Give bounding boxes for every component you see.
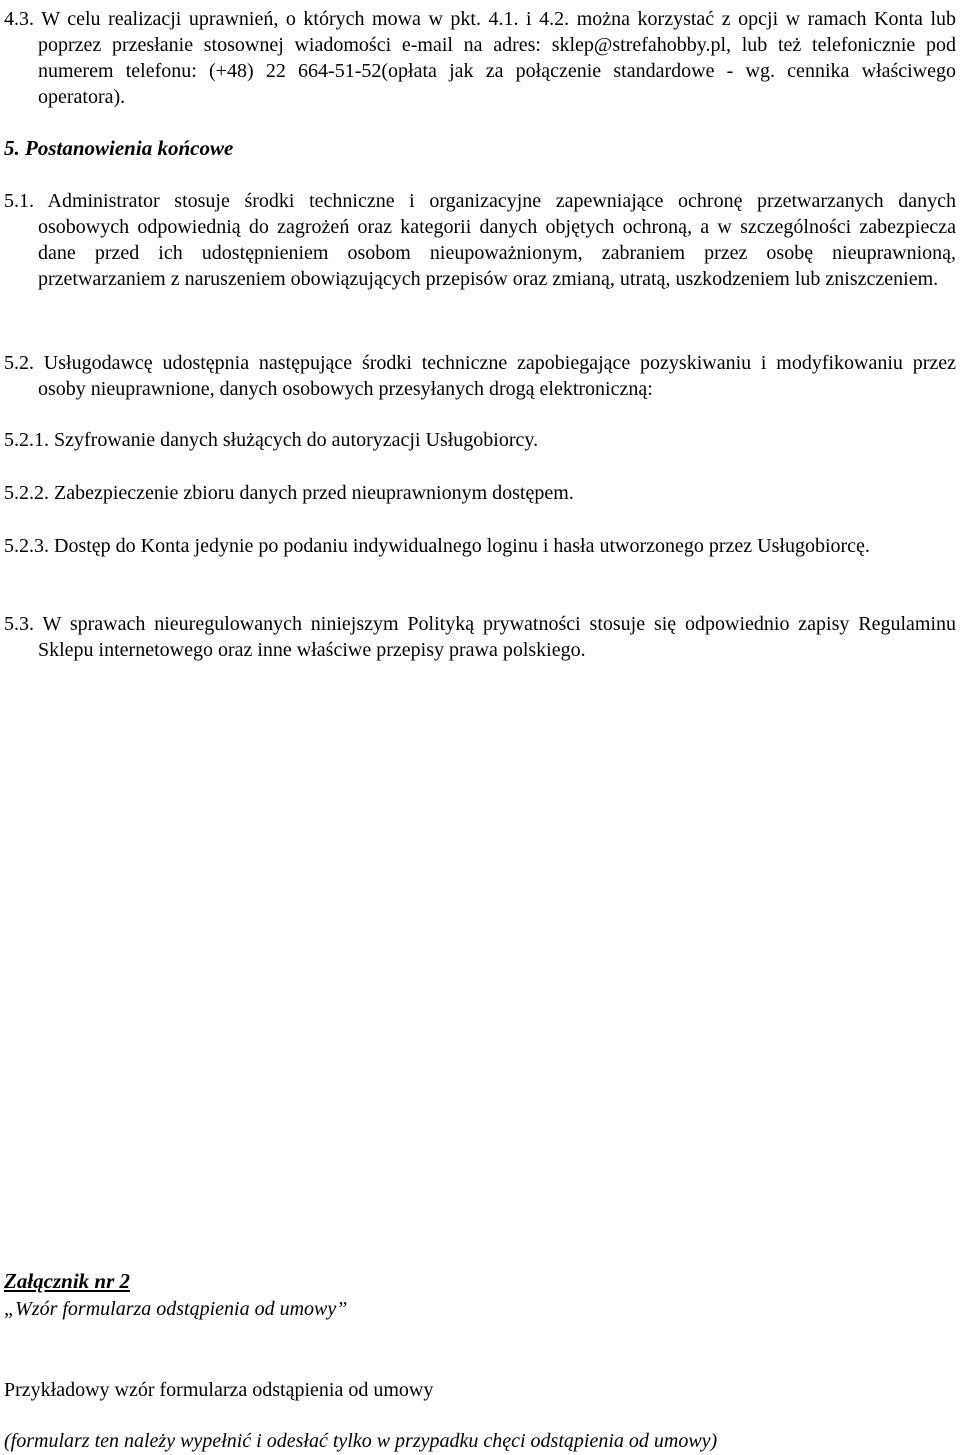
annex-title: Załącznik nr 2 xyxy=(4,1269,131,1293)
paragraph-text: Zabezpieczenie zbioru danych przed nieuprawnionym dostępem. xyxy=(54,482,574,504)
paragraph-5-2 xyxy=(4,350,956,402)
paragraph-number: 4.3. xyxy=(4,8,34,30)
paragraph-text: Dostęp do Konta jedynie po podaniu indywidualnego loginu i hasła utworzonego przez Usługobiorcę. xyxy=(54,535,870,557)
paragraph-5-3 xyxy=(4,611,956,663)
paragraph-text: Szyfrowanie danych służących do autoryzacji Usługobiorcy. xyxy=(54,429,539,451)
paragraph-number: 5.1. xyxy=(4,190,34,212)
annex-subtitle: „Wzór formularza odstąpienia od umowy” xyxy=(4,1298,348,1320)
paragraph-text: W celu realizacji uprawnień, o których mowa w pkt. 4.1. i 4.2. można korzystać z opcji w ramach Konta lub poprzez przesłanie stosownej wiadomości e-mail na adres: sklep@strefahobby.pl, lub też telefonicznie pod numerem telefonu: (+48) 22 664-51-52(opłata jak za połączenie standardowe - wg. cennika właściwego operatora). xyxy=(38,8,957,108)
paragraph-5-2-2 xyxy=(4,480,956,506)
paragraph-4-3 xyxy=(4,6,956,110)
section-heading: 5. Postanowienia końcowe xyxy=(4,136,234,160)
paragraph-5-2-1 xyxy=(4,427,956,453)
paragraph-text: Usługodawcę udostępnia następujące środki techniczne zapobiegające pozyskiwaniu i modyfikowaniu przez osoby nieuprawnione, danych osobowych przesyłanych drogą elektroniczną: xyxy=(38,352,957,400)
paragraph-text: W sprawach nieuregulowanych niniejszym Polityką prywatności stosuje się odpowiednio zapisy Regulaminu Sklepu internetowego oraz inne właściwe przepisy prawa polskiego. xyxy=(38,613,957,661)
paragraph-number: 5.2.1. xyxy=(4,429,49,451)
paragraph-5-1 xyxy=(4,188,956,292)
form-title: Przykładowy wzór formularza odstąpienia od umowy xyxy=(4,1379,434,1401)
paragraph-number: 5.2.2. xyxy=(4,482,49,504)
paragraph-number: 5.2. xyxy=(4,352,34,374)
paragraph-number: 5.2.3. xyxy=(4,535,49,557)
paragraph-number: 5.3. xyxy=(4,613,34,635)
paragraph-text: Administrator stosuje środki techniczne i organizacyjne zapewniające ochronę przetwarzanych danych osobowych odpowiednią do zagrożeń oraz kategorii danych objętych ochroną, a w szczególności zabezpiecza dane przed ich udostępnieniem osobom nieupoważnionym, zabraniem przez osobę nieuprawnioną, przetwarzaniem z naruszeniem obowiązujących przepisów oraz zmianą, utratą, uszkodzeniem lub zniszczeniem. xyxy=(38,190,956,290)
form-note: (formularz ten należy wypełnić i odesłać tylko w przypadku chęci odstąpienia od umowy) xyxy=(4,1430,718,1452)
paragraph-5-2-3 xyxy=(4,533,956,559)
